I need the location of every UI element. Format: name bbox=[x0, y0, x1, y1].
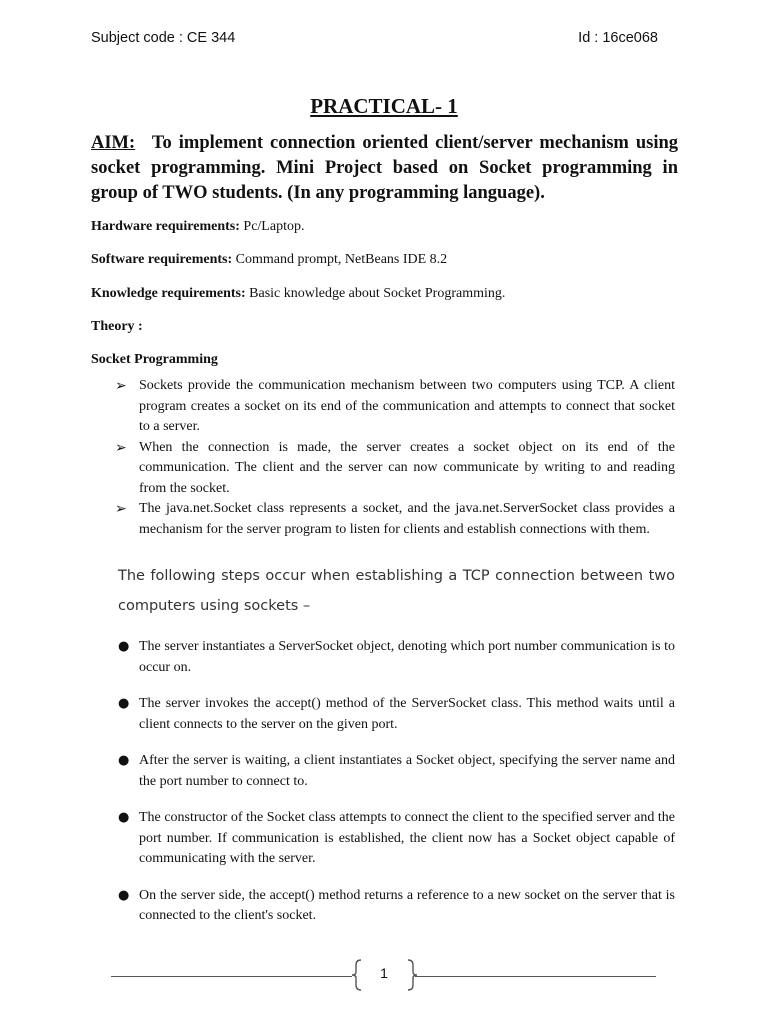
socket-facts-list bbox=[91, 376, 675, 540]
knowledge-value: Basic knowledge about Socket Programming. bbox=[245, 286, 506, 301]
aim-label: AIM: bbox=[91, 133, 136, 153]
knowledge-requirements bbox=[91, 286, 505, 302]
page-footer bbox=[111, 958, 656, 992]
page-header bbox=[91, 30, 658, 46]
list-item: ● The server invokes the accept() method of the ServerSocket class. This method waits until a client connects to the server on the given port. bbox=[118, 696, 675, 732]
page-number: 1 bbox=[380, 965, 388, 981]
hardware-value: Pc/Laptop. bbox=[239, 219, 305, 234]
bullet-dot-icon: ● bbox=[118, 753, 130, 768]
bullet-dot-icon: ● bbox=[118, 810, 130, 825]
section-heading: Socket Programming bbox=[91, 352, 218, 367]
software-label: Software requirements: bbox=[91, 252, 233, 267]
list-item: ➢ The java.net.Socket class represents a socket, and the java.net.ServerSocket class provides a mechanism for the server program to listen for clients and establish connections with them. bbox=[115, 501, 675, 537]
arrow-bullet-icon: ➢ bbox=[115, 439, 127, 456]
bullet-dot-icon: ● bbox=[118, 639, 130, 654]
footer-rule-left bbox=[111, 976, 352, 977]
knowledge-label: Knowledge requirements: bbox=[91, 286, 246, 301]
list-item: ➢ When the connection is made, the server creates a socket object on its end of the communication. The client and the server can now communicate by writing to and reading from the socket. bbox=[115, 439, 675, 496]
aim-paragraph bbox=[91, 131, 678, 206]
list-item: ● On the server side, the accept() method returns a reference to a new socket on the server that is connected to the client's socket. bbox=[118, 887, 675, 923]
steps-list bbox=[91, 637, 675, 943]
hardware-requirements bbox=[91, 219, 304, 235]
list-item: ● The constructor of the Socket class attempts to connect the client to the specified server and the port number. If communication is established, the client now has a Socket object capable of communicating with the server. bbox=[118, 810, 675, 866]
hardware-label: Hardware requirements: bbox=[91, 219, 240, 234]
software-value: Command prompt, NetBeans IDE 8.2 bbox=[232, 252, 448, 267]
list-item: ➢ Sockets provide the communication mechanism between two computers using TCP. A client program creates a socket on its end of the communication and attempts to connect that socket to a server. bbox=[115, 378, 675, 434]
practical-title: PRACTICAL- 1 bbox=[310, 94, 458, 118]
theory-label: Theory : bbox=[91, 319, 143, 334]
aim-text: To implement connection oriented client/server mechanism using socket programming. Mini Project based on Socket programming in group of TWO students. (In any programming language). bbox=[91, 133, 678, 203]
arrow-bullet-icon: ➢ bbox=[115, 378, 127, 394]
steps-intro: The following steps occur when establishing a TCP connection between two computers using sockets – bbox=[118, 568, 675, 614]
bullet-dot-icon: ● bbox=[118, 887, 130, 903]
footer-rule-right bbox=[415, 976, 656, 977]
student-id: Id : 16ce068 bbox=[578, 30, 658, 46]
right-brace-icon bbox=[407, 958, 417, 992]
bullet-dot-icon: ● bbox=[118, 696, 130, 711]
list-item: ● The server instantiates a ServerSocket object, denoting which port number communication is to occur on. bbox=[118, 639, 675, 675]
subject-code: Subject code : CE 344 bbox=[91, 30, 236, 46]
arrow-bullet-icon: ➢ bbox=[115, 501, 127, 517]
list-item: ● After the server is waiting, a client instantiates a Socket object, specifying the server name and the port number to connect to. bbox=[118, 753, 675, 789]
software-requirements bbox=[91, 252, 447, 268]
